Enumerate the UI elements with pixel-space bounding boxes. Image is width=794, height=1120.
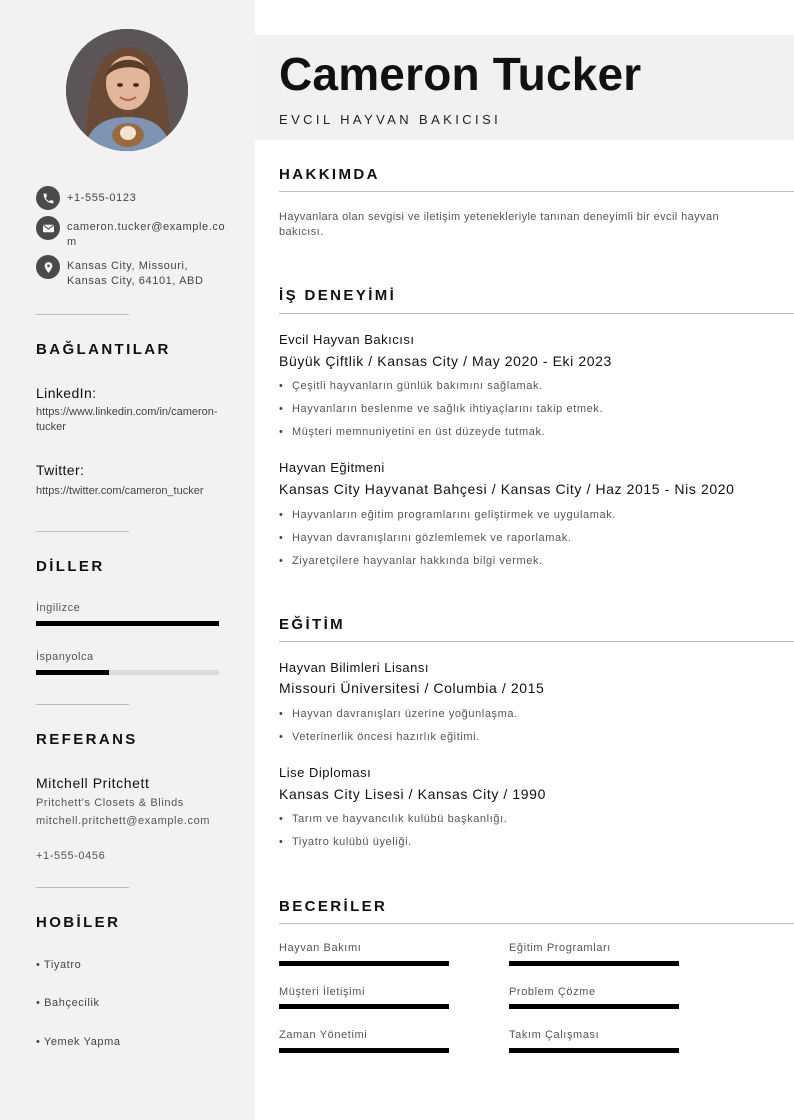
reference-phone: +1-555-0456 xyxy=(36,850,106,862)
about-heading: HAKKIMDA xyxy=(279,166,380,183)
education-heading: EĞİTİM xyxy=(279,616,346,633)
languages-heading: DİLLER xyxy=(36,558,105,575)
degree-bullet: • Hayvan davranışları üzerine yoğunlaşma. xyxy=(279,708,518,720)
reference-company: Pritchett's Closets & Blinds xyxy=(36,797,184,809)
links-heading: BAĞLANTILAR xyxy=(36,341,171,358)
email-text[interactable]: cameron.tucker@example.com xyxy=(67,221,226,248)
candidate-name: Cameron Tucker xyxy=(279,48,642,100)
experience-heading: İŞ DENEYİMİ xyxy=(279,287,397,304)
skill-name: Zaman Yönetimi xyxy=(279,1029,368,1041)
reference-heading: REFERANS xyxy=(36,731,138,748)
job-subtitle: Büyük Çiftlik / Kansas City / May 2020 - Eki 2023 xyxy=(279,353,612,369)
language-name: İngilizce xyxy=(36,602,81,614)
mail-icon xyxy=(36,216,60,240)
skill-name: Hayvan Bakımı xyxy=(279,942,362,954)
candidate-role: EVCIL HAYVAN BAKICISI xyxy=(279,112,502,127)
linkedin-label: LinkedIn: xyxy=(36,385,97,401)
twitter-link[interactable]: https://twitter.com/cameron_tucker xyxy=(36,485,204,497)
job-bullet: • Çeşitli hayvanların günlük bakımını sağlamak. xyxy=(279,380,543,392)
job-subtitle: Kansas City Hayvanat Bahçesi / Kansas City / Haz 2015 - Nis 2020 xyxy=(279,481,735,497)
address-text: Kansas City, Missouri, Kansas City, 64101, ABD xyxy=(67,260,204,287)
job-bullet: • Ziyaretçilere hayvanlar hakkında bilgi vermek. xyxy=(279,555,543,567)
degree-subtitle: Kansas City Lisesi / Kansas City / 1990 xyxy=(279,786,546,802)
hobby-item: • Tiyatro xyxy=(36,959,82,971)
skill-level-bar xyxy=(509,961,679,966)
job-bullet: • Hayvanların beslenme ve sağlık ihtiyaçlarını takip etmek. xyxy=(279,403,603,415)
skill-name: Müşteri İletişimi xyxy=(279,986,365,998)
section-rule xyxy=(279,191,794,192)
divider xyxy=(36,314,129,315)
phone-text: +1-555-0123 xyxy=(67,192,137,204)
degree-bullet: • Tiyatro kulübü üyeliği. xyxy=(279,836,412,848)
hobby-item: • Yemek Yapma xyxy=(36,1036,121,1048)
linkedin-link[interactable]: https://www.linkedin.com/in/cameron-tucker xyxy=(36,406,218,433)
hobby-item: • Bahçecilik xyxy=(36,997,100,1009)
reference-name: Mitchell Pritchett xyxy=(36,775,150,791)
sidebar xyxy=(0,0,255,1120)
skill-level-bar xyxy=(509,1004,679,1009)
degree-title: Lise Diploması xyxy=(279,765,372,780)
divider xyxy=(36,704,129,705)
job-title: Evcil Hayvan Bakıcısı xyxy=(279,332,415,347)
skill-name: Problem Çözme xyxy=(509,986,596,998)
job-bullet: • Hayvan davranışlarını gözlemlemek ve raporlamak. xyxy=(279,532,571,544)
skill-level-bar xyxy=(279,1048,449,1053)
degree-subtitle: Missouri Üniversitesi / Columbia / 2015 xyxy=(279,680,545,696)
skill-level-bar xyxy=(509,1048,679,1053)
divider xyxy=(36,887,129,888)
skill-name: Eğitim Programları xyxy=(509,942,611,954)
skill-level-bar xyxy=(279,961,449,966)
language-level-bar xyxy=(36,621,219,626)
degree-title: Hayvan Bilimleri Lisansı xyxy=(279,660,429,675)
skill-level-bar xyxy=(279,1004,449,1009)
profile-photo xyxy=(66,29,188,151)
language-level-fill xyxy=(36,621,219,626)
reference-email[interactable]: mitchell.pritchett@example.com xyxy=(36,815,211,827)
section-rule xyxy=(279,313,794,314)
main-content xyxy=(255,0,794,1120)
degree-bullet: • Veterinerlik öncesi hazırlık eğitimi. xyxy=(279,731,480,743)
location-pin-icon xyxy=(36,255,60,279)
avatar xyxy=(66,29,188,151)
section-rule xyxy=(279,923,794,924)
job-bullet: • Hayvanların eğitim programlarını geliştirmek ve uygulamak. xyxy=(279,509,616,521)
about-text: Hayvanlara olan sevgisi ve iletişim yetenekleriyle tanınan deneyimli bir evcil hayvan bakıcısı. xyxy=(279,211,719,238)
job-title: Hayvan Eğitmeni xyxy=(279,460,385,475)
hobbies-heading: HOBİLER xyxy=(36,914,121,931)
language-level-bar xyxy=(36,670,219,675)
job-bullet: • Müşteri memnuniyetini en üst düzeyde tutmak. xyxy=(279,426,545,438)
divider xyxy=(36,531,129,532)
skills-heading: BECERİLER xyxy=(279,898,388,915)
language-level-fill xyxy=(36,670,109,675)
twitter-label: Twitter: xyxy=(36,462,85,478)
section-rule xyxy=(279,641,794,642)
degree-bullet: • Tarım ve hayvancılık kulübü başkanlığı. xyxy=(279,813,507,825)
skill-name: Takım Çalışması xyxy=(509,1029,600,1041)
language-name: İspanyolca xyxy=(36,651,94,663)
phone-icon xyxy=(36,186,60,210)
